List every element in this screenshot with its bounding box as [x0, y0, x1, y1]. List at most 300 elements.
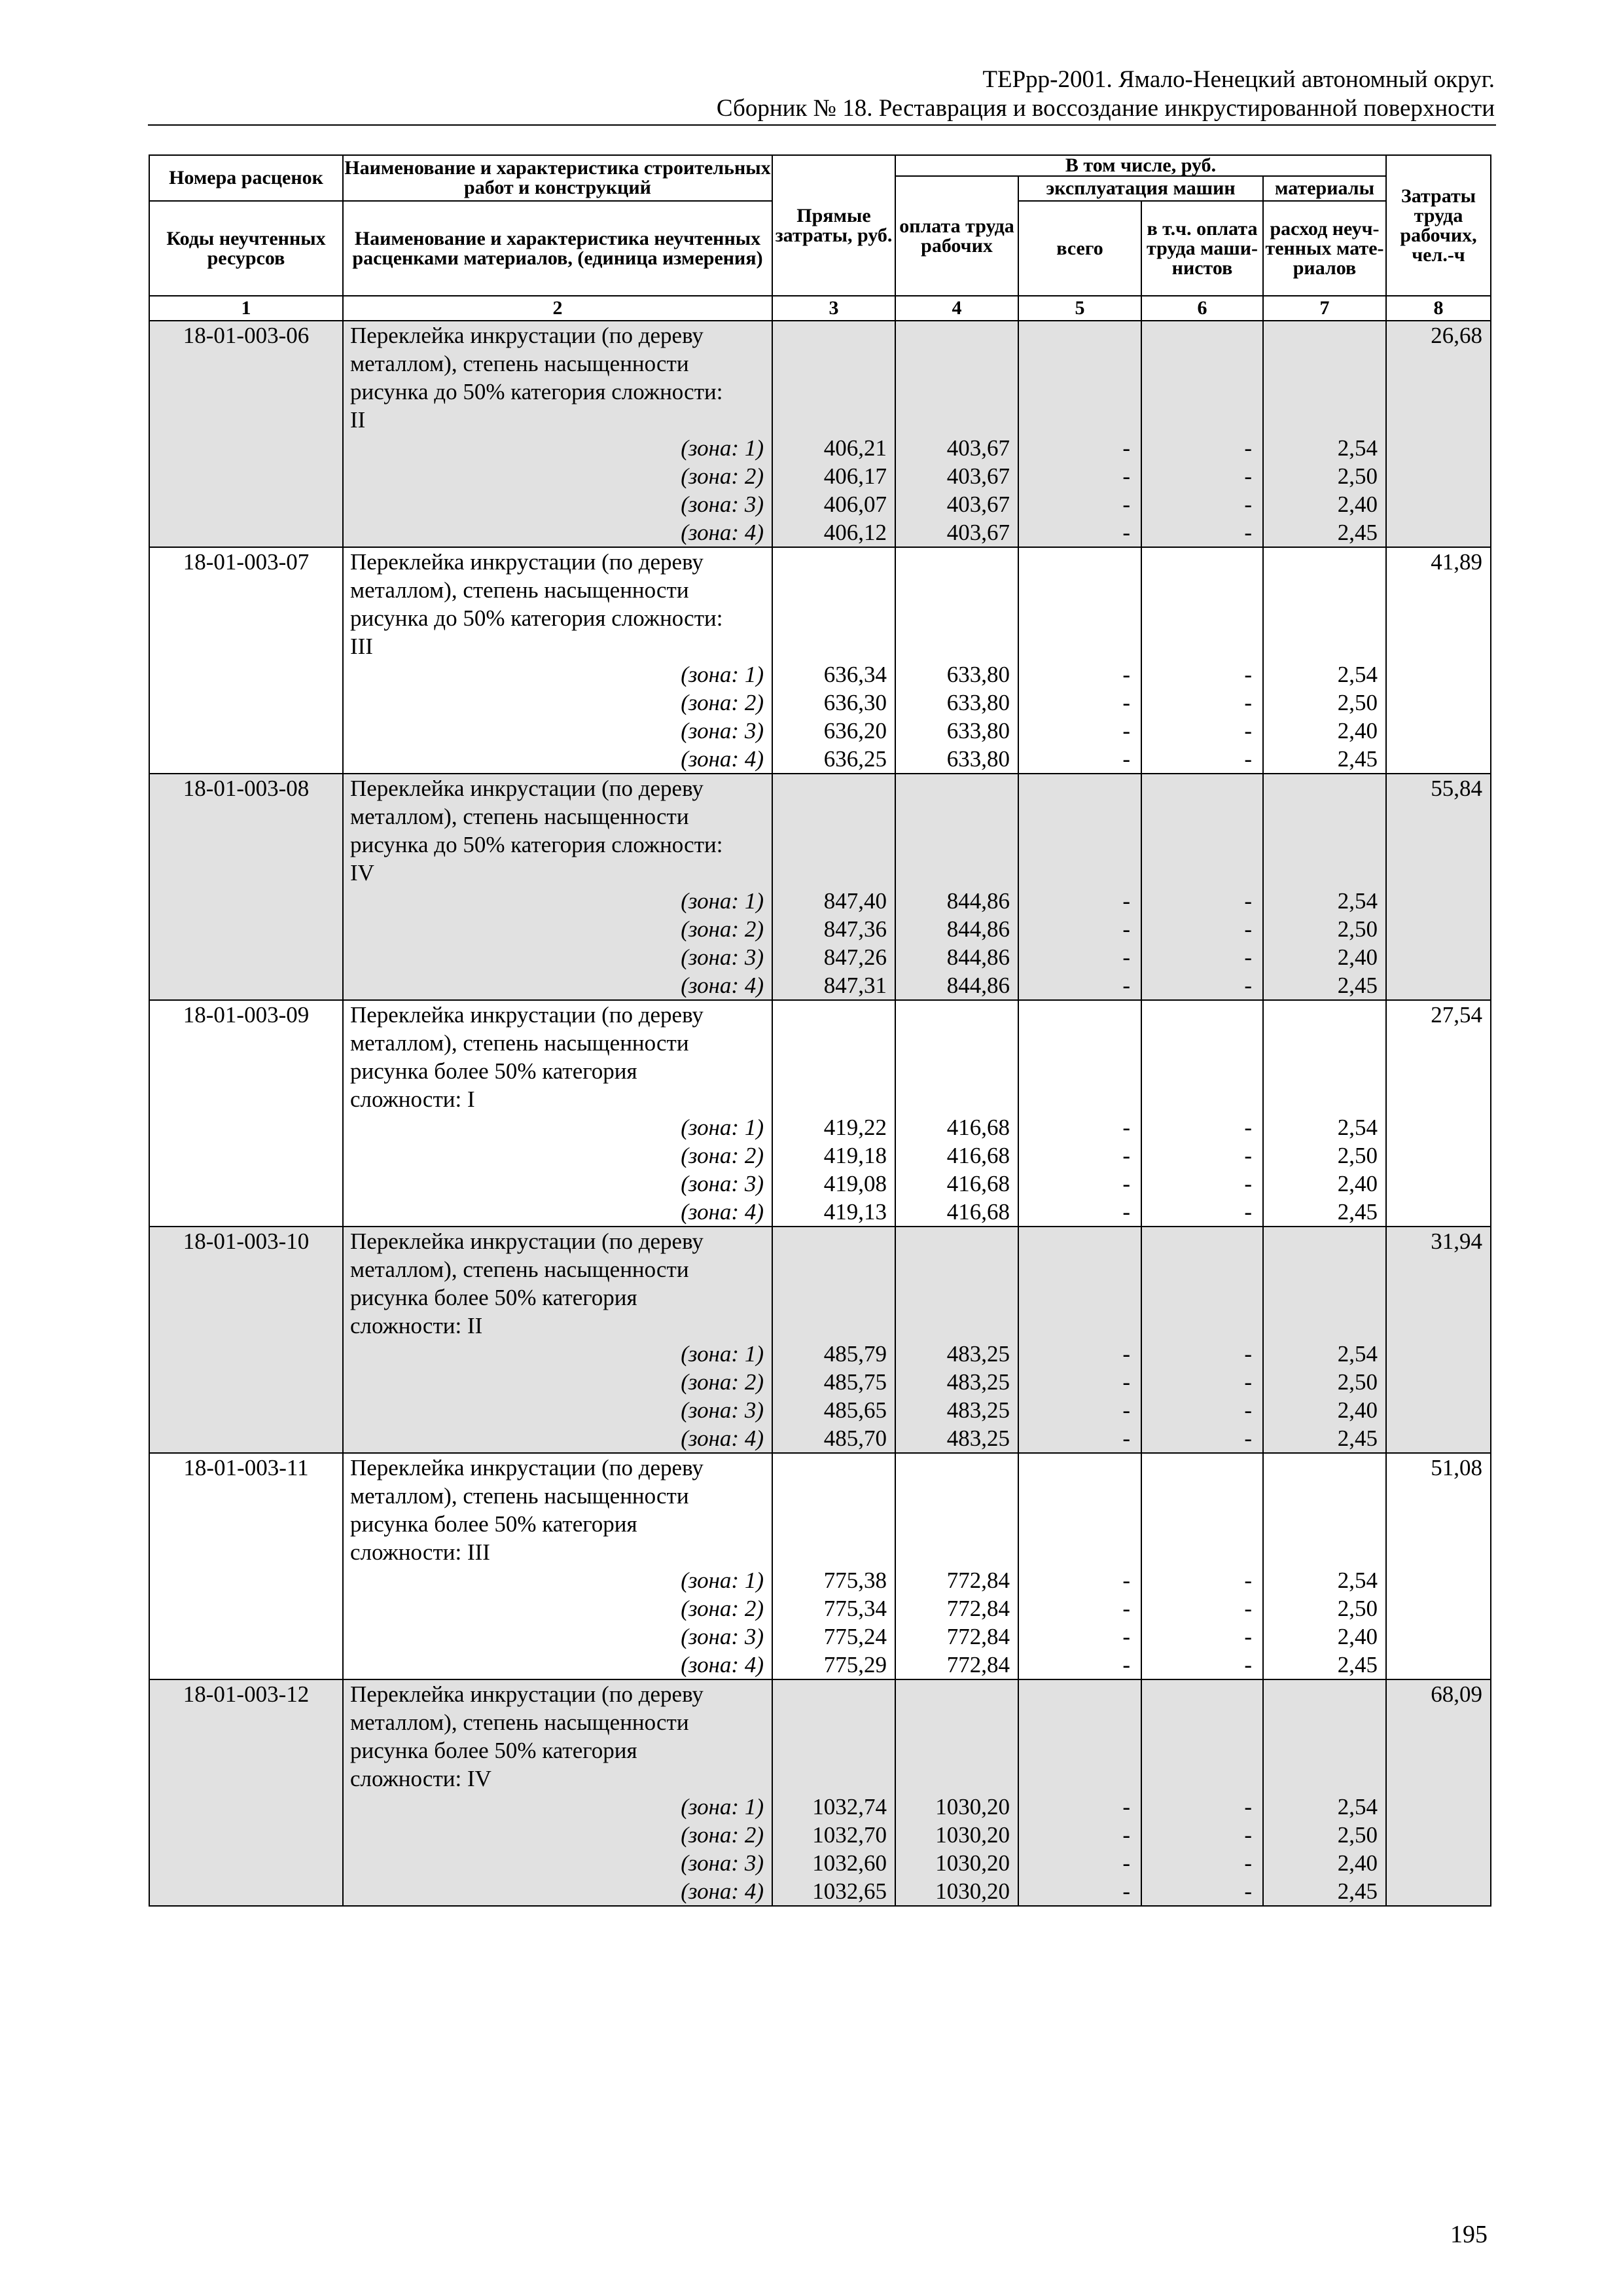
- wage-cell: [895, 406, 1018, 434]
- direct-cost-cell: [772, 1453, 895, 1482]
- rate-name-row: [149, 1510, 1491, 1538]
- rate-code-empty: [149, 1877, 343, 1906]
- header-material-name: Наименование и характеристика неучтенных расценками материалов, (единица измерения): [343, 201, 772, 296]
- machinist-wage: -: [1141, 971, 1263, 1000]
- direct-cost-cell: [772, 378, 895, 406]
- labor-cost: [1386, 576, 1491, 604]
- rate-code-empty: [149, 887, 343, 915]
- zone-row: [149, 518, 1491, 547]
- labor-cost: [1386, 1283, 1491, 1312]
- zone-row: [149, 434, 1491, 462]
- zone-row: [149, 717, 1491, 745]
- labor-cost-empty: [1386, 1424, 1491, 1453]
- worker-wage: 1030,20: [895, 1877, 1018, 1906]
- machinist-wage-cell: [1141, 1765, 1263, 1793]
- rate-name-row: [149, 774, 1491, 802]
- labor-cost-empty: [1386, 1793, 1491, 1821]
- machines-total: -: [1018, 1141, 1141, 1170]
- rate-name-row: [149, 1482, 1491, 1510]
- materials-cell: [1263, 1227, 1386, 1255]
- materials-cost: 2,40: [1263, 1170, 1386, 1198]
- direct-cost: 775,24: [772, 1623, 895, 1651]
- wage-cell: [895, 1255, 1018, 1283]
- direct-cost: 847,40: [772, 887, 895, 915]
- rate-code: 18-01-003-11: [149, 1453, 343, 1482]
- materials-cell: [1263, 632, 1386, 660]
- rate-name-row: [149, 1283, 1491, 1312]
- machinist-wage: -: [1141, 1849, 1263, 1877]
- rate-code: [149, 632, 343, 660]
- labor-cost: [1386, 1085, 1491, 1113]
- machinist-wage-cell: [1141, 547, 1263, 576]
- rate-name-line: Переклейка инкрустации (по дереву: [343, 1453, 772, 1482]
- rate-name-line: металлом), степень насыщенности: [343, 350, 772, 378]
- materials-cost: 2,54: [1263, 434, 1386, 462]
- rate-group: [149, 1453, 1491, 1679]
- direct-cost-cell: [772, 1227, 895, 1255]
- rate-code: [149, 1085, 343, 1113]
- rate-name-line: сложности: II: [343, 1312, 772, 1340]
- zone-label: (зона: 1): [343, 660, 772, 689]
- labor-cost-empty: [1386, 1170, 1491, 1198]
- machinist-wage: -: [1141, 1198, 1263, 1227]
- rate-code-empty: [149, 971, 343, 1000]
- materials-cost: 2,50: [1263, 1594, 1386, 1623]
- zone-row: [149, 490, 1491, 518]
- rate-name-line: металлом), степень насыщенности: [343, 1708, 772, 1736]
- materials-cell: [1263, 1765, 1386, 1793]
- machinist-wage-cell: [1141, 604, 1263, 632]
- rate-code: [149, 802, 343, 831]
- zone-row: [149, 1821, 1491, 1849]
- zone-label: (зона: 3): [343, 1396, 772, 1424]
- materials-cost: 2,45: [1263, 518, 1386, 547]
- machinist-wage-cell: [1141, 632, 1263, 660]
- rate-code-empty: [149, 1368, 343, 1396]
- rate-name-line: рисунка более 50% категория: [343, 1283, 772, 1312]
- direct-cost-cell: [772, 406, 895, 434]
- rate-code: [149, 1736, 343, 1765]
- direct-cost-cell: [772, 1510, 895, 1538]
- rate-group: [149, 774, 1491, 1000]
- direct-cost-cell: [772, 1029, 895, 1057]
- machines-total-cell: [1018, 1312, 1141, 1340]
- machines-total-cell: [1018, 576, 1141, 604]
- rate-code-empty: [149, 434, 343, 462]
- wage-cell: [895, 1736, 1018, 1765]
- labor-cost: [1386, 1736, 1491, 1765]
- materials-cost: 2,45: [1263, 1424, 1386, 1453]
- labor-cost-empty: [1386, 717, 1491, 745]
- worker-wage: 483,25: [895, 1396, 1018, 1424]
- labor-cost: 26,68: [1386, 321, 1491, 350]
- rate-code: [149, 1057, 343, 1085]
- machines-total: -: [1018, 1170, 1141, 1198]
- direct-cost: 847,26: [772, 943, 895, 971]
- zone-label: (зона: 2): [343, 1141, 772, 1170]
- wage-cell: [895, 378, 1018, 406]
- materials-cost: 2,45: [1263, 1877, 1386, 1906]
- worker-wage: 772,84: [895, 1651, 1018, 1679]
- materials-cell: [1263, 1538, 1386, 1566]
- wage-cell: [895, 321, 1018, 350]
- machinist-wage: -: [1141, 1340, 1263, 1368]
- rate-code-empty: [149, 1340, 343, 1368]
- direct-cost: 485,79: [772, 1340, 895, 1368]
- materials-cell: [1263, 1029, 1386, 1057]
- rate-code-empty: [149, 518, 343, 547]
- materials-cell: [1263, 831, 1386, 859]
- header-including: В том числе, руб.: [895, 155, 1386, 176]
- machinist-wage-cell: [1141, 378, 1263, 406]
- materials-cost: 2,54: [1263, 660, 1386, 689]
- materials-cost: 2,40: [1263, 943, 1386, 971]
- worker-wage: 772,84: [895, 1566, 1018, 1594]
- worker-wage: 772,84: [895, 1623, 1018, 1651]
- materials-cell: [1263, 1312, 1386, 1340]
- rate-code-empty: [149, 1849, 343, 1877]
- machines-total-cell: [1018, 632, 1141, 660]
- worker-wage: 844,86: [895, 971, 1018, 1000]
- machines-total-cell: [1018, 1085, 1141, 1113]
- rate-name-row: [149, 831, 1491, 859]
- machines-total-cell: [1018, 1679, 1141, 1708]
- zone-row: [149, 1877, 1491, 1906]
- machinist-wage: -: [1141, 915, 1263, 943]
- machines-total: -: [1018, 1340, 1141, 1368]
- header-machines-total: всего: [1018, 201, 1141, 296]
- zone-row: [149, 1198, 1491, 1227]
- header-unaccounted-materials: расход неуч-тенных мате-риалов: [1263, 201, 1386, 296]
- rate-code-empty: [149, 490, 343, 518]
- direct-cost: 419,22: [772, 1113, 895, 1141]
- materials-cost: 2,50: [1263, 915, 1386, 943]
- machines-total-cell: [1018, 350, 1141, 378]
- rate-group: [149, 1679, 1491, 1906]
- rate-name-line: III: [343, 632, 772, 660]
- labor-cost-empty: [1386, 1623, 1491, 1651]
- machines-total-cell: [1018, 1057, 1141, 1085]
- machinist-wage-cell: [1141, 859, 1263, 887]
- rate-name-line: Переклейка инкрустации (по дереву: [343, 1679, 772, 1708]
- wage-cell: [895, 1057, 1018, 1085]
- zone-label: (зона: 1): [343, 1793, 772, 1821]
- machines-total: -: [1018, 1396, 1141, 1424]
- machinist-wage: -: [1141, 1623, 1263, 1651]
- direct-cost-cell: [772, 1538, 895, 1566]
- rate-name-row: [149, 1736, 1491, 1765]
- direct-cost: 419,13: [772, 1198, 895, 1227]
- zone-row: [149, 660, 1491, 689]
- worker-wage: 403,67: [895, 462, 1018, 490]
- zone-label: (зона: 1): [343, 1340, 772, 1368]
- machines-total: -: [1018, 689, 1141, 717]
- machinist-wage: -: [1141, 1141, 1263, 1170]
- wage-cell: [895, 1765, 1018, 1793]
- direct-cost-cell: [772, 576, 895, 604]
- machines-total-cell: [1018, 1736, 1141, 1765]
- materials-cell: [1263, 1708, 1386, 1736]
- labor-cost-empty: [1386, 915, 1491, 943]
- materials-cost: 2,40: [1263, 1396, 1386, 1424]
- direct-cost: 636,30: [772, 689, 895, 717]
- machinist-wage-cell: [1141, 1453, 1263, 1482]
- direct-cost: 636,34: [772, 660, 895, 689]
- zone-label: (зона: 1): [343, 1113, 772, 1141]
- direct-cost-cell: [772, 1255, 895, 1283]
- rate-name-line: рисунка до 50% категория сложности:: [343, 604, 772, 632]
- direct-cost: 485,70: [772, 1424, 895, 1453]
- machines-total-cell: [1018, 406, 1141, 434]
- direct-cost: 406,12: [772, 518, 895, 547]
- zone-row: [149, 1424, 1491, 1453]
- machines-total: -: [1018, 915, 1141, 943]
- zone-label: (зона: 2): [343, 1594, 772, 1623]
- materials-cell: [1263, 1453, 1386, 1482]
- machinist-wage: -: [1141, 943, 1263, 971]
- labor-cost: [1386, 1057, 1491, 1085]
- zone-label: (зона: 2): [343, 1368, 772, 1396]
- zone-label: (зона: 4): [343, 1877, 772, 1906]
- direct-cost-cell: [772, 802, 895, 831]
- machinist-wage-cell: [1141, 1510, 1263, 1538]
- direct-cost: 636,25: [772, 745, 895, 774]
- rate-code: 18-01-003-07: [149, 547, 343, 576]
- machines-total: -: [1018, 943, 1141, 971]
- materials-cell: [1263, 1482, 1386, 1510]
- direct-cost: 406,21: [772, 434, 895, 462]
- direct-cost: 485,65: [772, 1396, 895, 1424]
- rate-name-row: [149, 604, 1491, 632]
- direct-cost: 1032,60: [772, 1849, 895, 1877]
- materials-cost: 2,54: [1263, 887, 1386, 915]
- rate-code: 18-01-003-09: [149, 1000, 343, 1029]
- rate-code: [149, 576, 343, 604]
- rate-code: [149, 406, 343, 434]
- labor-cost: [1386, 859, 1491, 887]
- worker-wage: 633,80: [895, 689, 1018, 717]
- wage-cell: [895, 576, 1018, 604]
- worker-wage: 1030,20: [895, 1849, 1018, 1877]
- wage-cell: [895, 1538, 1018, 1566]
- column-number: 6: [1141, 296, 1263, 321]
- machines-total-cell: [1018, 1538, 1141, 1566]
- direct-cost: 636,20: [772, 717, 895, 745]
- zone-row: [149, 1566, 1491, 1594]
- labor-cost: [1386, 632, 1491, 660]
- direct-cost: 419,18: [772, 1141, 895, 1170]
- rate-name-row: [149, 1227, 1491, 1255]
- machines-total-cell: [1018, 1482, 1141, 1510]
- direct-cost-cell: [772, 1085, 895, 1113]
- machines-total: -: [1018, 490, 1141, 518]
- wage-cell: [895, 1227, 1018, 1255]
- machines-total: -: [1018, 1651, 1141, 1679]
- labor-cost-empty: [1386, 660, 1491, 689]
- rate-code-empty: [149, 689, 343, 717]
- zone-label: (зона: 3): [343, 1623, 772, 1651]
- materials-cell: [1263, 576, 1386, 604]
- rate-name-line: Переклейка инкрустации (по дереву: [343, 547, 772, 576]
- rate-name-line: металлом), степень насыщенности: [343, 802, 772, 831]
- zone-label: (зона: 3): [343, 490, 772, 518]
- labor-cost-empty: [1386, 943, 1491, 971]
- rate-name-row: [149, 1708, 1491, 1736]
- header-machinist-wages: в т.ч. оплата труда маши-нистов: [1141, 201, 1263, 296]
- direct-cost-cell: [772, 774, 895, 802]
- direct-cost: 847,36: [772, 915, 895, 943]
- direct-cost: 485,75: [772, 1368, 895, 1396]
- machines-total-cell: [1018, 1708, 1141, 1736]
- materials-cost: 2,45: [1263, 971, 1386, 1000]
- direct-cost-cell: [772, 632, 895, 660]
- zone-label: (зона: 2): [343, 1821, 772, 1849]
- rate-name-line: IV: [343, 859, 772, 887]
- labor-cost: 55,84: [1386, 774, 1491, 802]
- machines-total: -: [1018, 1424, 1141, 1453]
- rate-code-empty: [149, 745, 343, 774]
- rate-name-row: [149, 632, 1491, 660]
- wage-cell: [895, 350, 1018, 378]
- machinist-wage-cell: [1141, 1085, 1263, 1113]
- zone-row: [149, 971, 1491, 1000]
- labor-cost-empty: [1386, 1877, 1491, 1906]
- rate-group: [149, 1000, 1491, 1227]
- materials-cost: 2,50: [1263, 1368, 1386, 1396]
- labor-cost-empty: [1386, 490, 1491, 518]
- materials-cost: 2,50: [1263, 462, 1386, 490]
- header-materials: материалы: [1263, 176, 1386, 201]
- machines-total: -: [1018, 1368, 1141, 1396]
- labor-cost-empty: [1386, 689, 1491, 717]
- machines-total: -: [1018, 434, 1141, 462]
- wage-cell: [895, 1708, 1018, 1736]
- direct-cost: 406,17: [772, 462, 895, 490]
- machines-total-cell: [1018, 1510, 1141, 1538]
- rate-code-empty: [149, 660, 343, 689]
- labor-cost: [1386, 604, 1491, 632]
- zone-row: [149, 1793, 1491, 1821]
- machinist-wage-cell: [1141, 1057, 1263, 1085]
- rate-name-line: рисунка до 50% категория сложности:: [343, 831, 772, 859]
- machinist-wage: -: [1141, 434, 1263, 462]
- zone-label: (зона: 1): [343, 434, 772, 462]
- materials-cell: [1263, 1085, 1386, 1113]
- labor-cost: 27,54: [1386, 1000, 1491, 1029]
- rate-code-empty: [149, 717, 343, 745]
- machines-total: -: [1018, 660, 1141, 689]
- worker-wage: 633,80: [895, 717, 1018, 745]
- direct-cost-cell: [772, 1312, 895, 1340]
- machines-total-cell: [1018, 321, 1141, 350]
- worker-wage: 483,25: [895, 1368, 1018, 1396]
- worker-wage: 483,25: [895, 1340, 1018, 1368]
- machinist-wage-cell: [1141, 1029, 1263, 1057]
- labor-cost: [1386, 350, 1491, 378]
- machinist-wage-cell: [1141, 321, 1263, 350]
- header-work-name: Наименование и характеристика строительных работ и конструкций: [343, 155, 772, 201]
- page-number: 195: [1450, 2221, 1488, 2248]
- rate-code: [149, 1510, 343, 1538]
- materials-cost: 2,40: [1263, 490, 1386, 518]
- materials-cell: [1263, 774, 1386, 802]
- column-number: 3: [772, 296, 895, 321]
- worker-wage: 844,86: [895, 915, 1018, 943]
- machinist-wage: -: [1141, 1396, 1263, 1424]
- machinist-wage-cell: [1141, 1538, 1263, 1566]
- machinist-wage: -: [1141, 1113, 1263, 1141]
- machines-total: -: [1018, 717, 1141, 745]
- labor-cost: [1386, 831, 1491, 859]
- zone-row: [149, 1368, 1491, 1396]
- rate-code: [149, 1029, 343, 1057]
- rate-code: 18-01-003-12: [149, 1679, 343, 1708]
- machines-total: -: [1018, 1849, 1141, 1877]
- machinist-wage: -: [1141, 689, 1263, 717]
- direct-cost: 406,07: [772, 490, 895, 518]
- materials-cell: [1263, 802, 1386, 831]
- worker-wage: 416,68: [895, 1198, 1018, 1227]
- rate-code: [149, 1255, 343, 1283]
- zone-label: (зона: 3): [343, 1849, 772, 1877]
- zone-label: (зона: 4): [343, 971, 772, 1000]
- rate-code: [149, 1283, 343, 1312]
- machinist-wage-cell: [1141, 1227, 1263, 1255]
- direct-cost-cell: [772, 1482, 895, 1510]
- labor-cost: [1386, 378, 1491, 406]
- rate-code: [149, 378, 343, 406]
- zone-label: (зона: 1): [343, 1566, 772, 1594]
- machinist-wage: -: [1141, 1793, 1263, 1821]
- machinist-wage: -: [1141, 462, 1263, 490]
- rate-name-line: металлом), степень насыщенности: [343, 576, 772, 604]
- direct-cost-cell: [772, 1283, 895, 1312]
- direct-cost-cell: [772, 350, 895, 378]
- materials-cost: 2,40: [1263, 1849, 1386, 1877]
- rate-code: [149, 1312, 343, 1340]
- machinist-wage: -: [1141, 1170, 1263, 1198]
- rate-code-empty: [149, 1821, 343, 1849]
- rate-code: [149, 859, 343, 887]
- zone-row: [149, 915, 1491, 943]
- rate-code-empty: [149, 1141, 343, 1170]
- wage-cell: [895, 1029, 1018, 1057]
- header-worker-wages: оплата труда рабочих: [895, 176, 1018, 296]
- machinist-wage-cell: [1141, 1482, 1263, 1510]
- rate-name-row: [149, 1000, 1491, 1029]
- rate-code-empty: [149, 1424, 343, 1453]
- rate-name-row: [149, 1538, 1491, 1566]
- machinist-wage-cell: [1141, 1736, 1263, 1765]
- rate-name-line: рисунка до 50% категория сложности:: [343, 378, 772, 406]
- machines-total-cell: [1018, 1765, 1141, 1793]
- labor-cost-empty: [1386, 1396, 1491, 1424]
- direct-cost-cell: [772, 547, 895, 576]
- wage-cell: [895, 1482, 1018, 1510]
- column-number: 7: [1263, 296, 1386, 321]
- machinist-wage-cell: [1141, 406, 1263, 434]
- direct-cost: 775,38: [772, 1566, 895, 1594]
- wage-cell: [895, 604, 1018, 632]
- labor-cost-empty: [1386, 1594, 1491, 1623]
- materials-cost: 2,40: [1263, 717, 1386, 745]
- wage-cell: [895, 802, 1018, 831]
- machinist-wage-cell: [1141, 802, 1263, 831]
- materials-cell: [1263, 378, 1386, 406]
- machines-total: -: [1018, 745, 1141, 774]
- machinist-wage: -: [1141, 717, 1263, 745]
- machinist-wage-cell: [1141, 1708, 1263, 1736]
